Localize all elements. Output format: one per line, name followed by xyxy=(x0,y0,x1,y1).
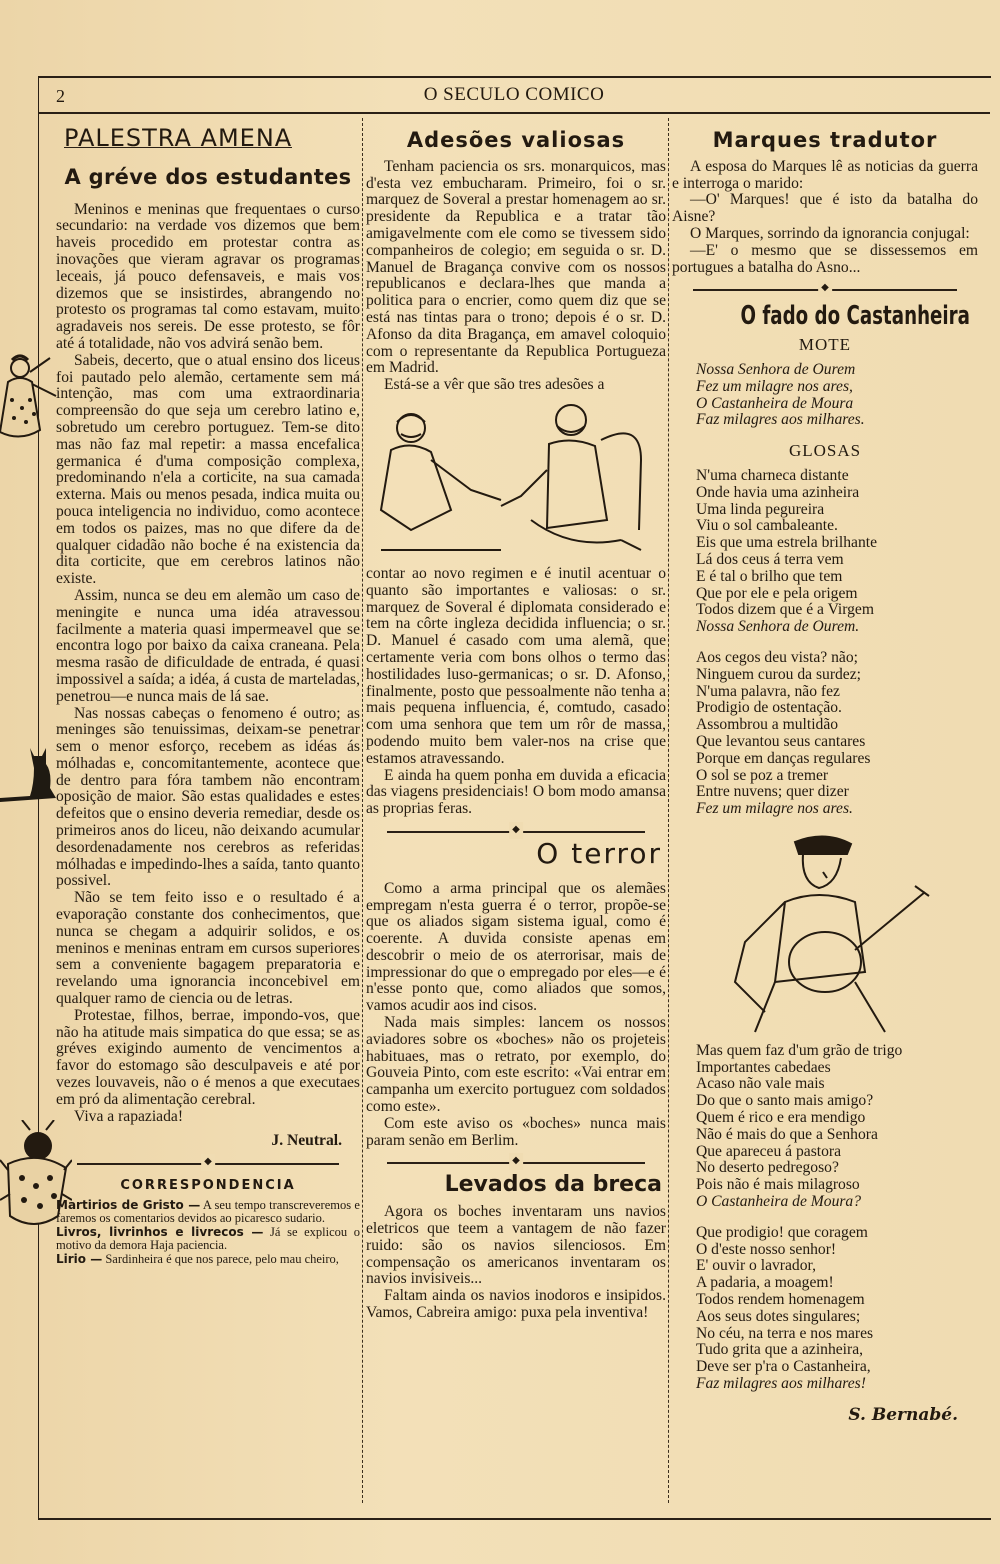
verse-line: No deserto pedregoso? xyxy=(696,1159,839,1177)
correspondence-name: Martirios de Gristo — xyxy=(56,1198,201,1213)
section-divider xyxy=(693,286,956,294)
column-palestra-amena xyxy=(56,120,360,1266)
article-paragraph: Meninos e meninas que frequentaes o curso secundario: na verdade vos dizemos que bem haveis procedido em protestar contra as inovações que vieram agravar os programas leceais, já pouco defensaveis, e mais vos dizemos que se insistirdes, abrangendo no protesto os programas tal como estavam, muito agradaveis nos sereis. De esse protesto, se fôr até á totalidade, não vos advirá senão bem. xyxy=(56,200,360,352)
verse-line: Deve ser p'ra o Castanheira, xyxy=(696,1358,871,1376)
section-title: PALESTRA AMENA xyxy=(64,124,293,152)
article-paragraph: contar ao novo regimen e é inutil acentuar o quanto são importantes e valiosas: o sr. marquez de Soveral é diplomata considerado e tem na côrte ingleza decidida influencia; o sr. D. Manuel é casado com uma alemã, que certamente veria com bons olhos o termo das hostilidades luso-germanicas; o sr. D. Afonso, finalmente, posto que pessoalmente não tenha a mais pequena influencia, é, comtudo, casado com uma senhora que tem um rôr de massa, podendo muito bem valer-nos na crise que estamos atravessando. xyxy=(366,564,666,767)
verse-line: Onde havia uma azinheira xyxy=(696,483,860,501)
verse-line: O sol se poz a tremer xyxy=(696,766,829,784)
correspondence-item xyxy=(56,1226,360,1253)
verse-line: O Castanheira de Moura? xyxy=(696,1193,862,1211)
article-paragraph: Assim, nunca se deu em alemão um caso de meningite e nunca uma idéa atravessou facilmente a materia quasi impermeavel que se encontra logo por baixo da caixa craneana. Pela mesma rasão de dificuldade de entrada, é quasi impossivel a saída; a idéa, á custa de marteladas, penetrou—e nunca mais de lá sae. xyxy=(56,586,360,705)
verse-line: N'uma palavra, não fez xyxy=(696,682,840,700)
verse-line: No céu, na terra e nos mares xyxy=(696,1324,874,1342)
verse-line: Todos dizem que é a Virgem xyxy=(696,601,874,619)
column-marques xyxy=(672,120,978,1424)
stanza xyxy=(672,1225,978,1393)
verse-line: N'uma charneca distante xyxy=(696,466,849,484)
verse-line: Aos seus dotes singulares; xyxy=(696,1307,861,1325)
verse-line: Do que o santo mais amigo? xyxy=(696,1092,874,1110)
stanza xyxy=(672,1043,978,1211)
column-rule xyxy=(668,118,669,1503)
verse-line: Que por ele e pela origem xyxy=(696,584,858,602)
article-paragraph: E ainda ha quem ponha em duvida a eficacia das viagens presidenciais! O bom modo amansa as proprias feras. xyxy=(366,766,666,818)
correspondence-title: CORRESPONDENCIA xyxy=(120,1178,296,1194)
verse-line: Nossa Senhora de Ourem xyxy=(696,360,856,378)
verse-line: Fez um milagre nos ares. xyxy=(696,800,853,818)
article-paragraph: Está-se a vêr que são tres adesões a xyxy=(384,376,605,394)
correspondence-name: Livros, livrinhos e livrecos — xyxy=(56,1224,264,1239)
verse-line: Que levantou seus cantares xyxy=(696,732,866,750)
article-headline: O terror xyxy=(536,836,662,870)
mote-verse xyxy=(672,362,978,429)
article-paragraph: Protestae, filhos, berrae, impondo-vos, que não ha atitude mais simpatica do que essa; se as gréves exigindo aumento de vencimentos a favor do estomago são desculpaveis e até por vezes louvaveis, não o é menos a que executaes em pró da alimentação cerebral. xyxy=(56,1006,360,1108)
article-headline: O fado do Castanheira xyxy=(740,301,970,332)
correspondence-list xyxy=(56,1199,360,1266)
verse-line: Quem é rico e era mendigo xyxy=(696,1109,866,1127)
column-rule xyxy=(362,118,363,1503)
stanza xyxy=(672,468,978,636)
article-headline: Levados da breca xyxy=(444,1172,662,1198)
mote-title: MOTE xyxy=(798,335,852,355)
correspondence-name: Lirio — xyxy=(56,1251,103,1266)
verse-line: Faz milagres aos milhares! xyxy=(696,1375,866,1393)
poem-signature: S. Bernabé. xyxy=(848,1404,958,1425)
article-paragraph: Viva a rapaziada! xyxy=(74,1107,184,1125)
article-paragraph: Não se tem feito isso e o resultado é a evaporação constante dos conhecimentos, que nunca se chegam a adquirir solidos, e os meninos e meninas entram em cursos superiores sem a conveniente bagagem preparatoria e revelando uma ignorancia inconcebivel em qualquer ramo de ciencia ou de letras. xyxy=(56,889,360,1008)
article-paragraph: —E' o mesmo que se dissessemos em portugues a batalha do Asno... xyxy=(672,241,978,276)
article-paragraph: Com este aviso os «boches» nunca mais param senão em Berlim. xyxy=(366,1114,666,1149)
dancing-figure-illustration xyxy=(0,352,60,444)
article-paragraph: A esposa do Marques lê as noticias da guerra e interroga o marido: xyxy=(672,157,978,192)
verse-line: A padaria, a moagem! xyxy=(696,1274,834,1292)
correspondence-text: Já se explicou o motivo da demora Haja paciencia. xyxy=(56,1224,361,1253)
verse-line: Eis que uma estrela brilhante xyxy=(696,534,877,552)
verse-line: Aos cegos deu vista? não; xyxy=(696,648,858,666)
verse-line: Fez um milagre nos ares, xyxy=(696,377,853,395)
page-header xyxy=(38,78,990,114)
masthead: O SECULO COMICO xyxy=(423,84,605,105)
verse-line: Ninguem curou da surdez; xyxy=(696,665,861,683)
correspondence-item xyxy=(56,1199,360,1226)
article-paragraph: Agora os boches inventaram uns navios eletricos que teem a vantagem de não fazer ruido: são os navios silenciosos. Em compensação os americanos inventaram os navios invisiveis... xyxy=(366,1203,666,1288)
verse-line: Mas quem faz d'um grão de trigo xyxy=(696,1041,903,1059)
verse-line: Tudo grita que a azinheira, xyxy=(696,1341,864,1359)
verse-line: Prodigio de ostentação. xyxy=(696,699,842,717)
article-paragraph: —O' Marques! que é isto da batalha do Aisne? xyxy=(672,191,978,226)
verse-line: Lá dos ceus á terra vem xyxy=(696,550,844,568)
glosas-title: GLOSAS xyxy=(788,441,862,461)
verse-line: O Castanheira de Moura xyxy=(696,394,854,412)
article-paragraph: Nada mais simples: lancem os nossos aviadores sobre os «boches» não os projeteis habituaes, mas o retrato, por exemplo, do Gouveia Pinto, com este escrito: «Vai entrar em campanha um exercito portuguez com soldados como este». xyxy=(366,1014,666,1116)
verse-line: E' ouvir o lavrador, xyxy=(696,1257,816,1275)
section-divider xyxy=(387,828,645,836)
verse-line: Acaso não vale mais xyxy=(696,1075,825,1093)
verse-line: Uma linda pegureira xyxy=(696,500,825,518)
verse-line: Nossa Senhora de Ourem. xyxy=(696,618,860,636)
article-headline: Adesões valiosas xyxy=(406,128,626,152)
article-paragraph: Tenham paciencia os srs. monarquicos, mas d'esta vez embucharam. Primeiro, foi o sr. marquez de Soveral a prestar homenagem ao sr. presidente da Republica e a tratar tão amigavelmente com ele como se tivessem sido companheiros de colegio; em seguida o sr. D. Manuel de Bragança convive com os nossos republicanos e declara-lhes que manda a politica para o encrier, como quem diz que se está nas tintas para o trono; depois é o sr. D. Afonso da dita Bragança, em amavel coloquio com o representante da Republica Portugueza em Madrid. xyxy=(366,157,666,377)
verse-line: O d'este nosso senhor! xyxy=(696,1240,837,1258)
article-headline: Marques tradutor xyxy=(712,128,938,152)
verse-line: E é tal o brilho que tem xyxy=(696,567,843,585)
article-paragraph: Como a arma principal que os alemães empregam n'esta guerra é o terror, propõe-se que os aliados sigam sistema igual, como é coerente. A duvida consiste apenas em descobrir o meio de os aterrorisar, mais de impressionar do que o empregado por eles—e é n'esse ponto que, como aliados que somos, vamos acudir aos ind cisos. xyxy=(366,879,666,1015)
verse-line: Que prodigio! que coragem xyxy=(696,1223,868,1241)
verse-line: Porque em danças regulares xyxy=(696,749,871,767)
guitar-player-illustration xyxy=(715,832,935,1037)
column-adesoes xyxy=(366,120,666,1322)
correspondence-text: Sardinheira é que nos parece, pelo mau cheiro, xyxy=(105,1251,339,1266)
verse-line: Não é mais do que a Senhora xyxy=(696,1125,878,1143)
stanza xyxy=(672,650,978,818)
verse-line: Importantes cabedaes xyxy=(696,1058,831,1076)
verse-line: Entre nuvens; quer dizer xyxy=(696,783,849,801)
correspondence-text: A seu tempo transcreveremos e faremos os comentarios devidos ao picaresco sudario. xyxy=(56,1198,360,1226)
verse-line: Assombrou a multidão xyxy=(696,716,839,734)
article-paragraph: Faltam ainda os navios inodoros e insipidos. Vamos, Cabreira amigo: puxa pela inventiva! xyxy=(366,1287,666,1322)
page-number: 2 xyxy=(56,86,65,106)
cat-silhouette-illustration xyxy=(0,744,64,806)
section-divider xyxy=(77,1160,338,1168)
verse-line: Faz milagres aos milhares. xyxy=(696,411,865,429)
article-signature: J. Neutral. xyxy=(271,1132,342,1150)
verse-line: Viu o sol cambaleante. xyxy=(696,517,838,535)
article-paragraph: O Marques, sorrindo da ignorancia conjugal: xyxy=(690,224,970,242)
verse-line: Que apareceu á pastora xyxy=(696,1142,842,1160)
verse-line: Pois não é mais milagroso xyxy=(696,1176,860,1194)
cartoon-two-men-illustration xyxy=(371,400,661,560)
verse-line: Todos rendem homenagem xyxy=(696,1291,865,1309)
correspondence-item xyxy=(56,1253,360,1266)
article-headline: A gréve dos estudantes xyxy=(64,164,352,189)
article-paragraph: Nas nossas cabeças o fenomeno é outro; as meninges são tenuissimas, deixam-se penetrar sem o menor esforço, recebem as idéas ás mólhadas e, concomitantemente, acontece que de dentro para fóra tambem não encontram oposição de maior. São estas qualidades e estes defeitos que o ensino deveria remediar, desde os primeiros anos do liceu, não deixando acumular desordenadamente nos cerebros as referidas mólhadas e impedindo-lhes a saída, tanto quanto possivel. xyxy=(56,704,360,890)
section-divider xyxy=(387,1159,645,1167)
article-paragraph: Sabeis, decerto, que o atual ensino dos liceus foi pautado pelo alemão, certamente sem má intenção, mas com uma extraordinaria compreensão do que seja um cerebro latino e, sobretudo um cerebro portuguez. Tem-se dito mas não faz mal repetir: a massa encefalica germanica é d'uma composição complexa, predominando n'ela a corticite, na sua camada externa. Mais ou menos pesada, indica muita ou pouca inteligencia no individuo, como acontece em todos os paizes, mas no que difere da de qualquer cidadão não boche é na existencia da dita corticite, que em cerebros latinos não existe. xyxy=(56,351,360,588)
